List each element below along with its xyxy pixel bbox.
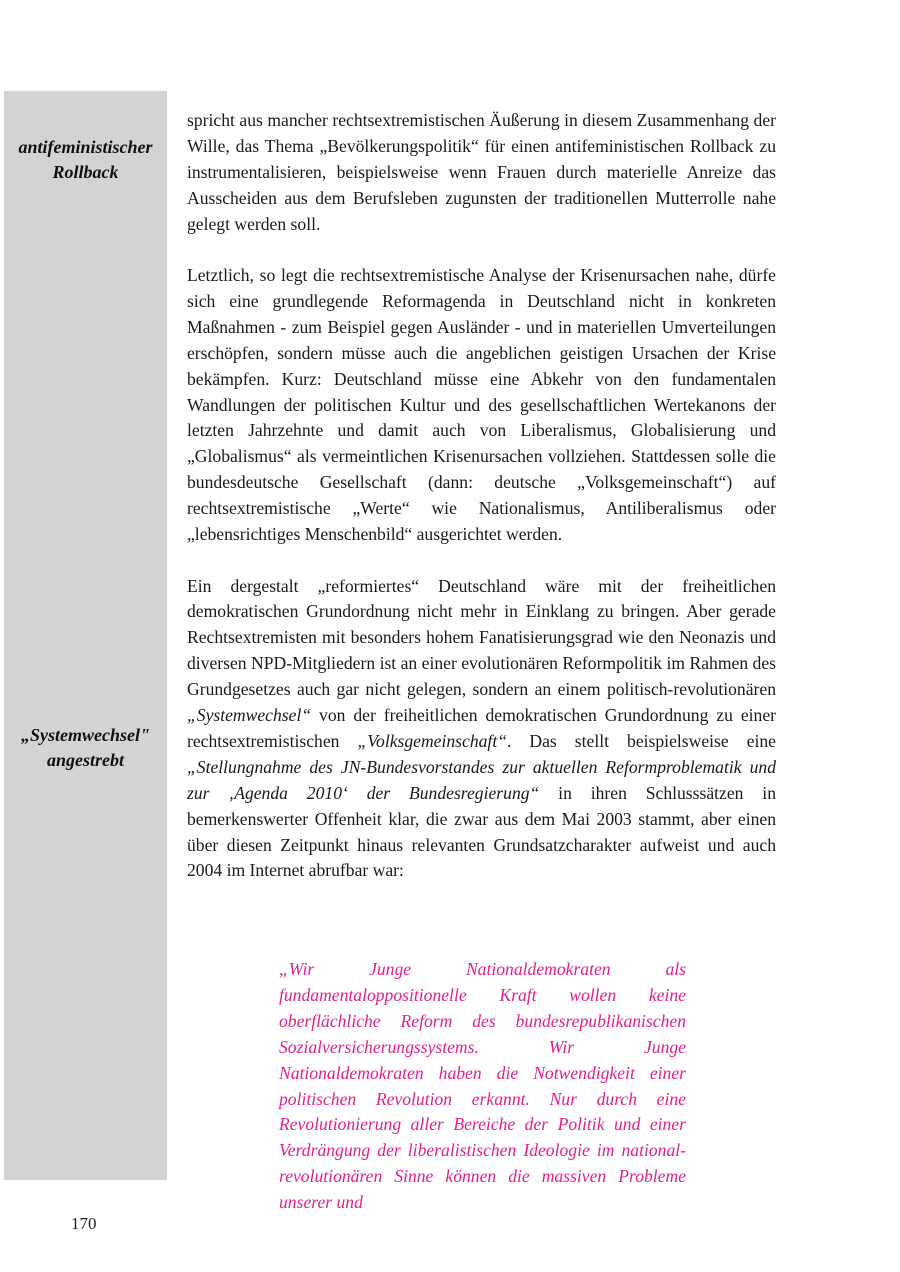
body-text — [187, 108, 776, 910]
margin-note-line: angestrebt — [46, 750, 124, 770]
margin-sidebar — [4, 91, 167, 1180]
margin-note-antifeminist — [4, 135, 167, 185]
paragraph-3 — [187, 574, 776, 885]
margin-note-systemwechsel — [4, 723, 167, 773]
emphasis-systemwechsel: „Systemwechsel“ — [187, 705, 312, 726]
emphasis-stellungnahme: „Stellungnahme des JN-Bundesvorstandes zur aktuellen Reformproblematik und zur ‚Agenda 2010‘ der Bundesregierung“ — [187, 756, 776, 803]
margin-note-line: „Systemwechsel" — [21, 725, 150, 745]
margin-note-line: antifeministischer — [18, 137, 153, 157]
paragraph-1: spricht aus mancher rechtsextremistischen Äußerung in diesem Zusammenhang der Wille, das Thema „Bevölkerungspolitik“ für einen antifeministischen Rollback zu instrumentalisieren, beispielsweise wenn Frauen durch materielle Anreize das Ausscheiden aus dem Berufsleben zugunsten der traditionellen Mutterrolle nahe gelegt werden soll. — [187, 110, 776, 234]
block-quote: „Wir Junge Nationaldemokraten als fundamentaloppositionelle Kraft wollen keine oberflächliche Reform des bundesrepublikanischen Sozialversicherungssystems. Wir Junge Nationaldemokraten haben die Notwendigkeit einer politischen Revolution erkannt. Nur durch eine Revolutionierung aller Bereiche der Politik und einer Verdrängung der liberalistischen Ideologie im national-revolutionären Sinne können die massiven Probleme unserer und — [279, 959, 686, 1213]
page-number: 170 — [71, 1214, 97, 1233]
margin-note-line: Rollback — [52, 162, 119, 182]
paragraph-3-text: . Das stellt beispielsweise eine — [507, 730, 776, 751]
paragraph-3-text: in ihren Schlusssätzen in bemerkenswerter Offenheit klar, die zwar aus dem Mai 2003 stammt, aber einen über diesen Zeitpunkt hinaus relevanten Grundsatzcharakter aufweist und auch 2004 im Internet abrufbar war: — [187, 782, 776, 881]
paragraph-2: Letztlich, so legt die rechtsextremistische Analyse der Krisenursachen nahe, dürfe sich eine grundlegende Reformagenda in Deutschland nicht in konkreten Maßnahmen - zum Beispiel gegen Ausländer - und in materiellen Umverteilungen erschöpfen, sondern müsse auch die angeblichen geistigen Ursachen der Krise bekämpfen. Kurz: Deutschland müsse eine Abkehr von den fundamentalen Wandlungen der politischen Kultur und des gesellschaftlichen Wertekanons der letzten Jahrzehnte und damit auch von Liberalismus, Globalisierung und „Globalismus“ als vermeintlichen Krisenursachen vollziehen. Stattdessen solle die bundesdeutsche Gesellschaft (dann: deutsche „Volksgemeinschaft“) auf rechtsextremistische „Werte“ wie Nationalismus, Antiliberalismus oder „lebensrichtiges Menschenbild“ ausgerichtet werden. — [187, 265, 776, 545]
emphasis-volksgemeinschaft: „Volksgemeinschaft“ — [357, 730, 507, 751]
paragraph-3-text: von der freiheitlichen demokratischen Grundordnung zu einer rechtsextremistischen — [187, 705, 776, 751]
paragraph-3-text: Ein dergestalt „reformiertes“ Deutschland wäre mit der freiheitlichen demokratischen Grundordnung nicht mehr in Einklang zu bringen. Aber gerade Rechtsextremisten mit besonders hohem Fanatisierungsgrad wie den Neonazis und diversen NPD-Mitgliedern ist an einer evolutionären Reformpolitik im Rahmen des Grundgesetzes auch gar nicht gelegen, sondern an einem politisch-revolutionären — [187, 575, 776, 700]
